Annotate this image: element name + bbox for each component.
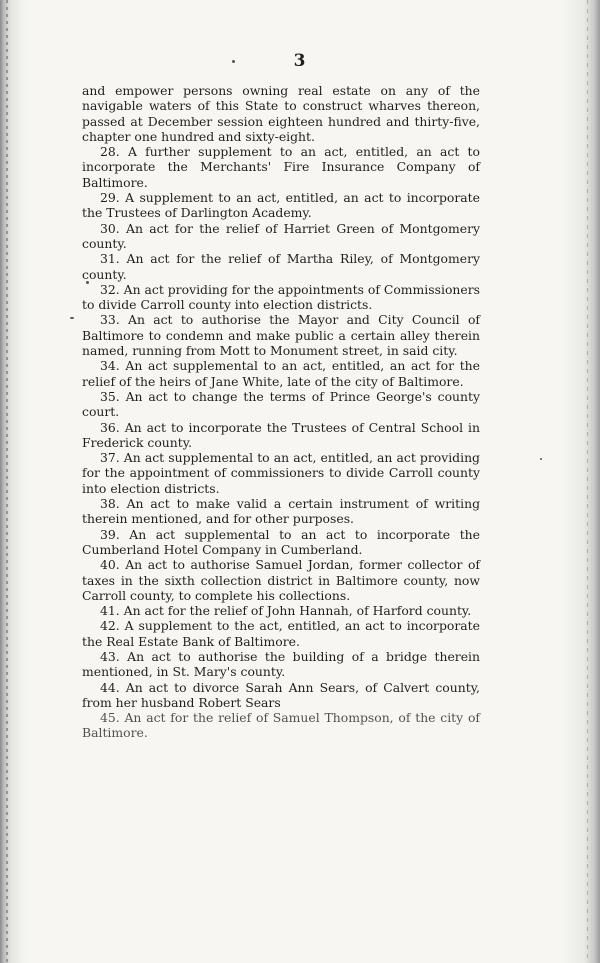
entry-44: 44. An act to divorce Sarah Ann Sears, of Calvert county, from her husband Robert Sears [82, 679, 480, 710]
binding-edge-right [560, 0, 600, 963]
entry-40: 40. An act to authorise Samuel Jordan, former collector of taxes in the sixth collection district in Baltimore county, now Carroll county, to complete his collections. [82, 557, 480, 603]
entry-36: 36. An act to incorporate the Trustees of Central School in Frederick county. [82, 419, 480, 450]
entry-continuation: and empower persons owning real estate on any of the navigable waters of this State to construct wharves thereon, passed at December session eighteen hundred and thirty-five, chapter one hundred and sixty-eight. [82, 83, 480, 144]
entry-29: 29. A supplement to an act, entitled, an act to incorporate the Trustees of Darlington Academy. [82, 190, 480, 221]
entry-43: 43. An act to authorise the building of a bridge therein mentioned, in St. Mary's county. [82, 648, 480, 680]
entry-31: 31. An act for the relief of Martha Riley, of Montgomery county. [82, 251, 480, 282]
entry-45: 45. An act for the relief of Samuel Thompson, of the city of Baltimore. [82, 710, 480, 741]
entry-41: 41. An act for the relief of John Hannah, of Harford county. [100, 603, 472, 619]
entry-32: 32. An act providing for the appointments of Commissioners to divide Carroll county into election districts. [82, 281, 481, 313]
entry-38: 38. An act to make valid a certain instrument of writing therein mentioned, and for other purposes. [82, 496, 480, 527]
entry-37: 37. An act supplemental to an act, entitled, an act providing for the appointment of commissioners to divide Carroll county into election districts. [82, 450, 480, 496]
page-number: 3 [293, 51, 307, 71]
entry-39: 39. An act supplemental to an act to incorporate the Cumberland Hotel Company in Cumberland. [82, 526, 480, 557]
document-text [82, 83, 480, 741]
ink-speck [70, 317, 74, 319]
entry-42: 42. A supplement to the act, entitled, an act to incorporate the Real Estate Bank of Baltimore. [82, 618, 480, 649]
entry-35: 35. An act to change the terms of Prince George's county court. [82, 388, 480, 420]
entry-33: 33. An act to authorise the Mayor and City Council of Baltimore to condemn and make public a certain alley therein named, running from Mott to Monument street, in said city. [82, 312, 480, 359]
entry-30: 30. An act for the relief of Harriet Green of Montgomery county. [82, 220, 480, 251]
entry-28: 28. A further supplement to an act, entitled, an act to incorporate the Merchants' Fire Insurance Company of Baltimore. [82, 144, 480, 190]
ink-speck [540, 458, 542, 460]
entry-34: 34. An act supplemental to an act, entitled, an act for the relief of the heirs of Jane White, late of the city of Baltimore. [82, 358, 480, 389]
binding-edge-left [0, 0, 30, 963]
